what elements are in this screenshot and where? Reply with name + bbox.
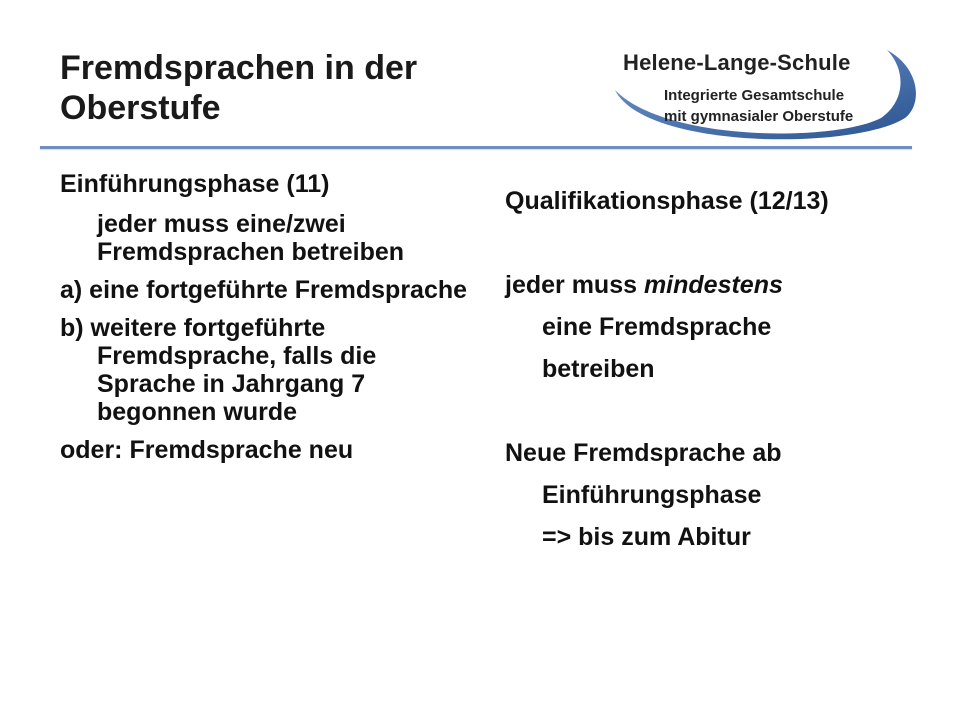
right-must-line-1 [505,264,925,306]
title-divider [40,146,912,149]
left-heading: Einführungsphase (11) [60,170,330,198]
right-must-prefix: jeder muss [505,271,644,299]
right-new-line-2: Einführungsphase [542,481,762,509]
page-title [60,48,417,128]
right-column [505,180,925,558]
logo-subtitle-1: Integrierte Gesamtschule [664,87,845,104]
right-must-emphasis: mindestens [643,271,783,299]
left-intro: jeder muss eine/zwei Fremdsprachen betreiben [97,210,405,266]
title-line-1: Fremdsprachen in der [60,49,418,87]
left-item-b: b) weitere fortgeführte Fremdsprache, falls die Sprache in Jahrgang 7 begonnen wurde [60,314,377,426]
logo-name: Helene-Lange-Schule [623,50,851,75]
school-logo [605,38,925,148]
left-column [60,170,480,464]
logo-subtitle-2: mit gymnasialer Oberstufe [664,108,854,125]
title-line-2: Oberstufe [60,89,221,127]
left-item-a: a) eine fortgeführte Fremdsprache [60,276,468,304]
left-item-c: oder: Fremdsprache neu [60,436,354,464]
right-must-line-3: betreiben [542,355,655,383]
right-heading: Qualifikationsphase (12/13) [505,187,829,215]
right-must-line-2: eine Fremdsprache [542,313,772,341]
right-new-line-3: => bis zum Abitur [542,523,751,551]
right-new-line-1: Neue Fremdsprache ab [505,439,782,467]
